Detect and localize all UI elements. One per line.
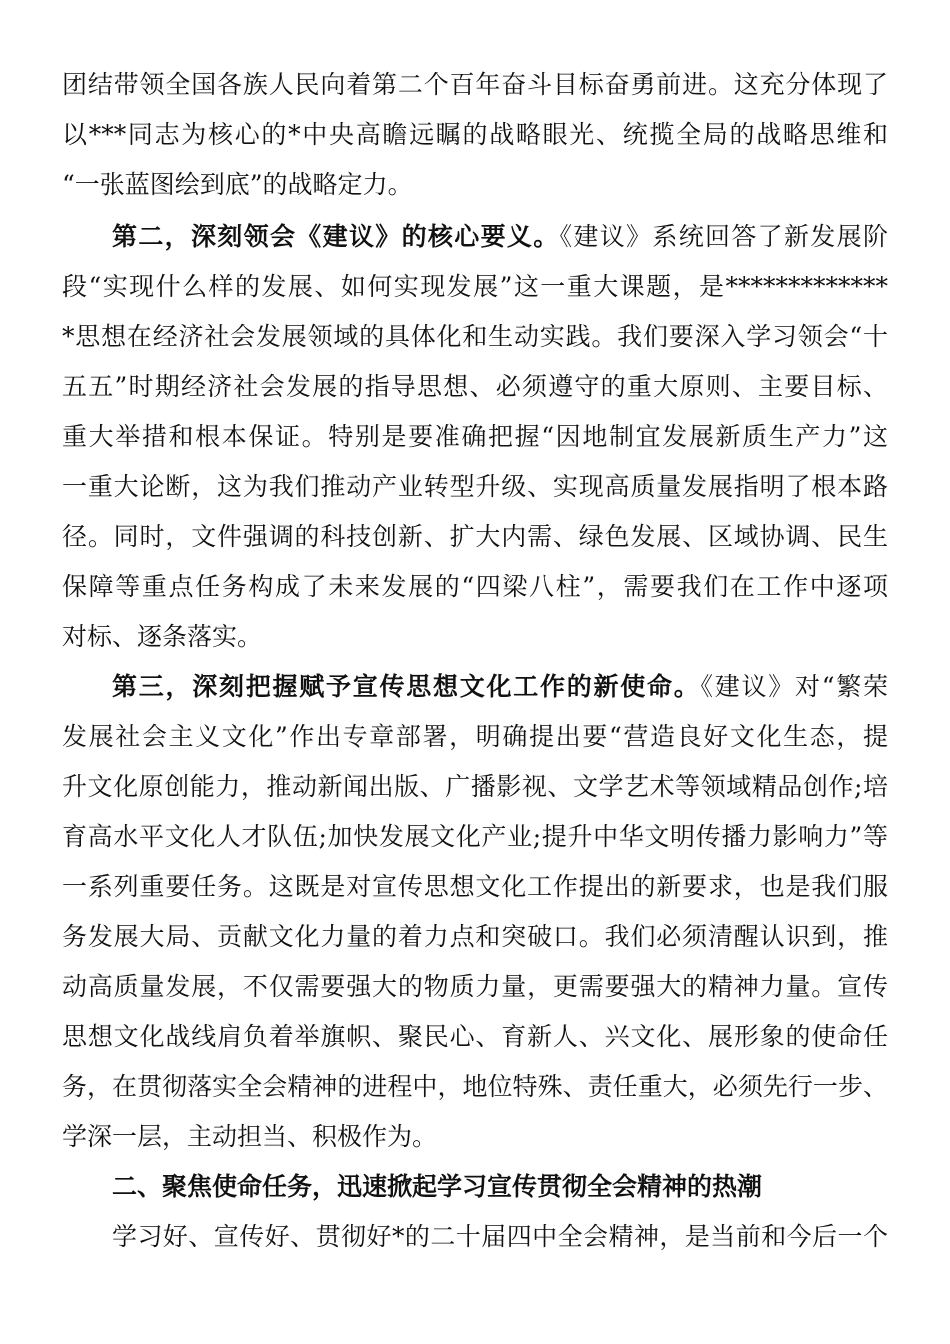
text-line: 段“实现什么样的发展、如何实现发展”这一重大课题，是************* [62, 272, 888, 301]
text-line: 务发展大局、贡献文化力量的着力点和突破口。我们必须清醒认识到，推 [62, 922, 888, 951]
section-heading-second: 第二，深刻领会《建议》的核心要义。 [112, 222, 560, 251]
text-line: 以***同志为核心的*中央高瞻远瞩的战略眼光、统揽全局的战略思维和 [62, 120, 888, 149]
section-heading-third: 第三，深刻把握赋予宣传思想文化工作的新使命。 [112, 672, 701, 701]
text-line: 育高水平文化人才队伍;加快发展文化产业;提升中华文明传播力影响力”等 [62, 822, 888, 851]
text-line: 升文化原创能力，推动新闻出版、广播影视、文学艺术等领域精品创作;培 [62, 772, 888, 801]
text-line: *思想在经济社会发展领域的具体化和生动实践。我们要深入学习领会“十 [62, 322, 888, 351]
section-heading-two: 二、聚焦使命任务，迅速掀起学习宣传贯彻全会精神的热潮 [112, 1172, 763, 1201]
text-line: 团结带领全国各族人民向着第二个百年奋斗目标奋勇前进。这充分体现了 [62, 70, 888, 99]
text-line: 对标、逐条落实。 [62, 622, 263, 651]
text-segment: 《建议》系统回答了新发展阶 [559, 222, 888, 251]
text-line: 思想文化战线肩负着举旗帜、聚民心、育新人、兴文化、展形象的使命任 [62, 1022, 888, 1051]
text-line: 发展社会主义文化”作出专章部署，明确提出要“营造良好文化生态，提 [62, 722, 888, 751]
text-line: 一重大论断，这为我们推动产业转型升级、实现高质量发展指明了根本路 [62, 472, 888, 501]
text-line: 一系列重要任务。这既是对宣传思想文化工作提出的新要求，也是我们服 [62, 872, 888, 901]
text-line: 学习好、宣传好、贯彻好*的二十届四中全会精神，是当前和今后一个 [112, 1222, 888, 1251]
text-line: “一张蓝图绘到底”的战略定力。 [62, 170, 413, 199]
section-lead-line [112, 662, 888, 712]
text-line: 务，在贯彻落实全会精神的进程中，地位特殊、责任重大，必须先行一步、 [62, 1072, 888, 1101]
text-line: 保障等重点任务构成了未来发展的“四梁八柱”，需要我们在工作中逐项 [62, 572, 888, 601]
text-line: 学深一层，主动担当、积极作为。 [62, 1122, 438, 1151]
text-line: 五五”时期经济社会发展的指导思想、必须遵守的重大原则、主要目标、 [62, 372, 888, 401]
text-segment: 《建议》对“繁荣 [700, 672, 888, 701]
text-line: 动高质量发展，不仅需要强大的物质力量，更需要强大的精神力量。宣传 [62, 972, 888, 1001]
text-line: 径。同时，文件强调的科技创新、扩大内需、绿色发展、区域协调、民生 [62, 522, 888, 551]
section-lead-line [112, 212, 888, 262]
text-line: 重大举措和根本保证。特别是要准确把握“因地制宜发展新质生产力”这 [62, 422, 888, 451]
